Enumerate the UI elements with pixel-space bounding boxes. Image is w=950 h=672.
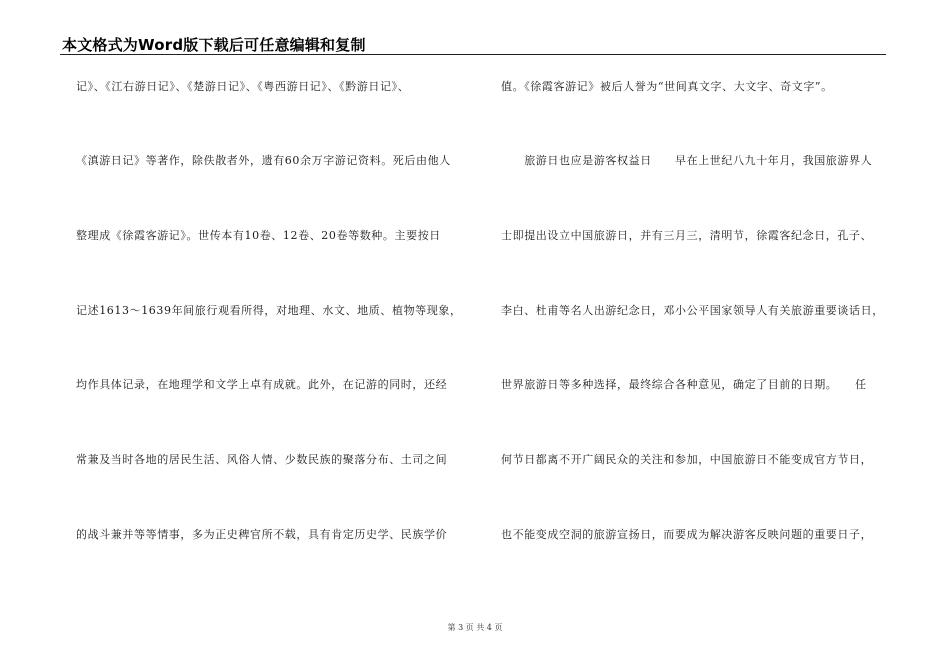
paragraph-line: 李白、杜甫等名人出游纪念日，邓小公平国家领导人有关旅游重要谈话日， <box>501 304 884 317</box>
paragraph-line: 整理成《徐霞客游记》。世传本有10卷、12卷、20卷等数种。主要按日 <box>76 229 441 242</box>
paragraph-line: 均作具体记录，在地理学和文学上卓有成就。此外，在记游的同时，还经 <box>76 378 448 391</box>
paragraph-line: 记》、《江右游日记》、《楚游日记》、《粤西游日记》、《黔游日记》、 <box>76 80 410 93</box>
paragraph-line: 世界旅游日等多种选择，最终综合各种意见，确定了目前的日期。 任 <box>501 378 867 391</box>
page-number-footer: 第 3 页 共 4 页 <box>447 623 503 632</box>
paragraph-line: 也不能变成空洞的旅游宣扬日，而要成为解决游客反映问题的重要日子， <box>501 528 873 541</box>
paragraph-line: 的战斗兼并等等情事，多为正史稗官所不载，具有肯定历史学、民族学价 <box>76 528 448 541</box>
header-divider <box>60 54 886 55</box>
paragraph-line: 士即提出设立中国旅游日，并有三月三，清明节，徐霞客纪念日，孔子、 <box>501 229 873 242</box>
paragraph-line: 何节日都离不开广阔民众的关注和参加，中国旅游日不能变成官方节日， <box>501 453 873 466</box>
paragraph-line: 值。《徐霞客游记》被后人誉为“世间真文字、大文字、奇文字”。 <box>501 80 833 93</box>
paragraph-line: 记述1613～1639年间旅行观看所得，对地理、水文、地质、植物等现象， <box>76 304 462 317</box>
paragraph-line: 旅游日也应是游客权益日 早在上世纪八九十年月，我国旅游界人 <box>501 154 873 167</box>
paragraph-line: 《滇游日记》等著作，除佚散者外，遗有60余万字游记资料。死后由他人 <box>76 154 451 167</box>
paragraph-line: 常兼及当时各地的居民生活、风俗人情、少数民族的聚落分布、土司之间 <box>76 453 448 466</box>
document-header-title: 本文格式为Word版下载后可任意编辑和复制 <box>62 36 366 54</box>
